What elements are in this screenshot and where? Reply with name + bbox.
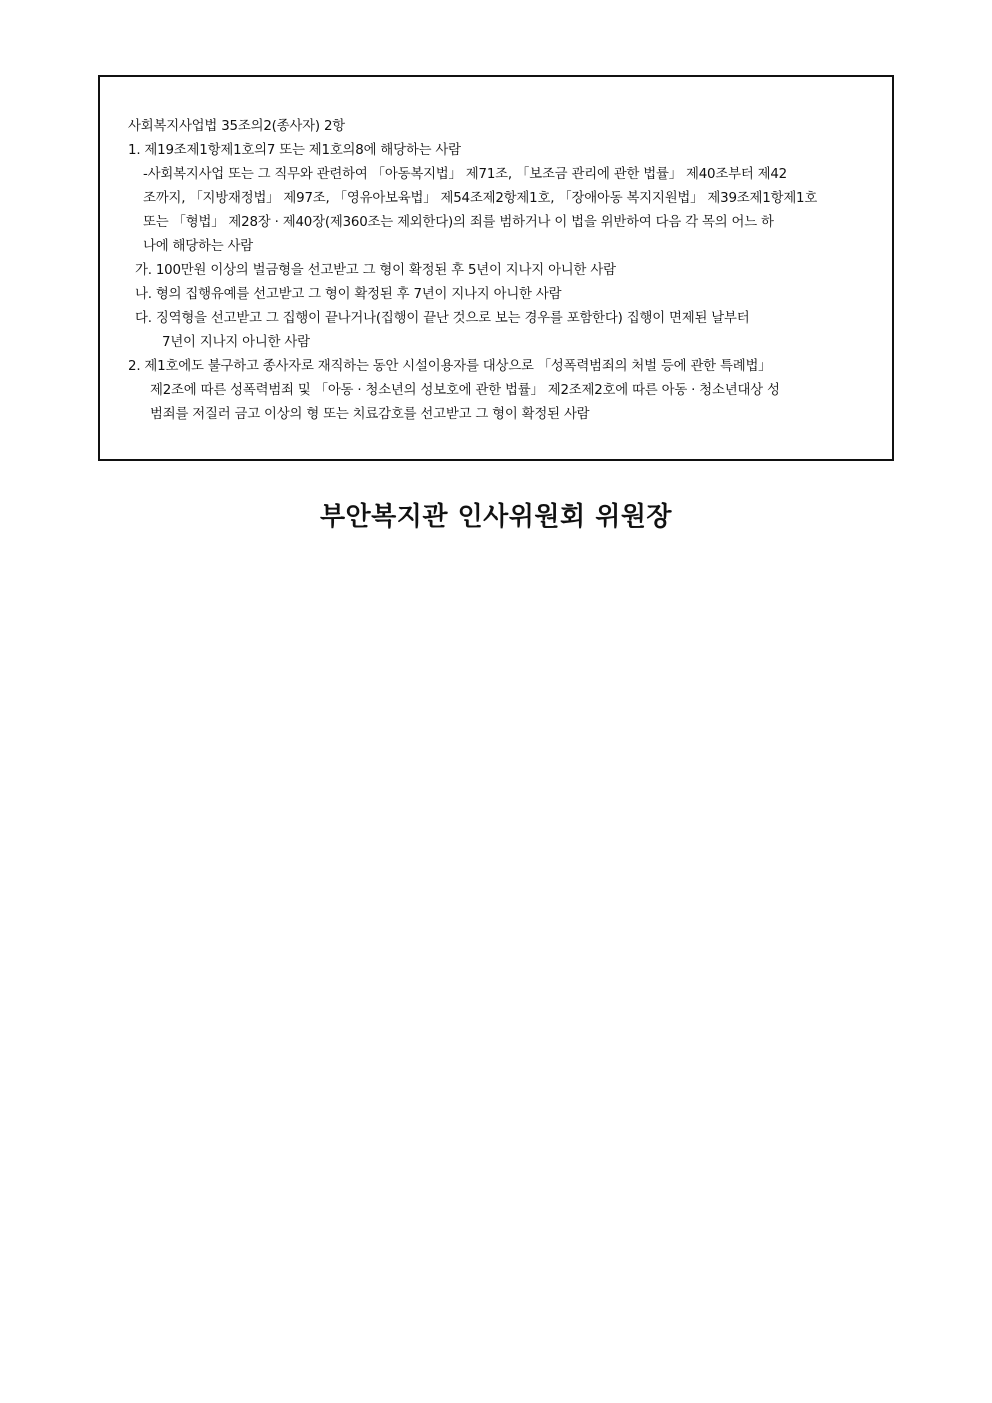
signature-title: 부안복지관 인사위원회 위원장 xyxy=(319,502,673,532)
sub-item-na: 나. 형의 집행유예를 선고받고 그 형이 확정된 후 7년이 지나지 아니한 사람 xyxy=(135,287,562,302)
notice-box-content xyxy=(128,115,866,427)
item2-line2: 제2조에 따른 성폭력범죄 및 「아동 · 청소년의 성보호에 관한 법률」 제2조제2호에 따른 아동 · 청소년대상 성 xyxy=(150,383,780,398)
item2-line3: 범죄를 저질러 금고 이상의 형 또는 치료감호를 선고받고 그 형이 확정된 사람 xyxy=(150,407,590,422)
item2-line1: 2. 제1호에도 불구하고 종사자로 재직하는 동안 시설이용자를 대상으로 「성폭력범죄의 처벌 등에 관한 특례법」 xyxy=(128,359,772,374)
item1-description-line1: -사회복지사업 또는 그 직무와 관련하여 「아동복지법」 제71조, 「보조금 관리에 관한 법률」 제40조부터 제42 xyxy=(143,167,787,182)
item1-description-line2: 조까지, 「지방재정법」 제97조, 「영유아보육법」 제54조제2항제1호, 「장애아동 복지지원법」 제39조제1항제1호 xyxy=(143,191,818,206)
item1-title: 1. 제19조제1항제1호의7 또는 제1호의8에 해당하는 사람 xyxy=(128,143,461,158)
law-reference-heading: 사회복지사업법 35조의2(종사자) 2항 xyxy=(128,119,345,134)
notice-box xyxy=(98,75,894,461)
item1-description-line4: 나에 해당하는 사람 xyxy=(143,239,253,254)
sub-item-da-line2: 7년이 지나지 아니한 사람 xyxy=(162,335,310,350)
sub-item-ga: 가. 100만원 이상의 벌금형을 선고받고 그 형이 확정된 후 5년이 지나지 아니한 사람 xyxy=(135,263,616,278)
item1-description-line3: 또는 「형법」 제28장 · 제40장(제360조는 제외한다)의 죄를 범하거나 이 법을 위반하여 다음 각 목의 어느 하 xyxy=(143,215,774,230)
sub-item-da-line1: 다. 징역형을 선고받고 그 집행이 끝나거나(집행이 끝난 것으로 보는 경우를 포함한다) 집행이 면제된 날부터 xyxy=(135,311,750,326)
